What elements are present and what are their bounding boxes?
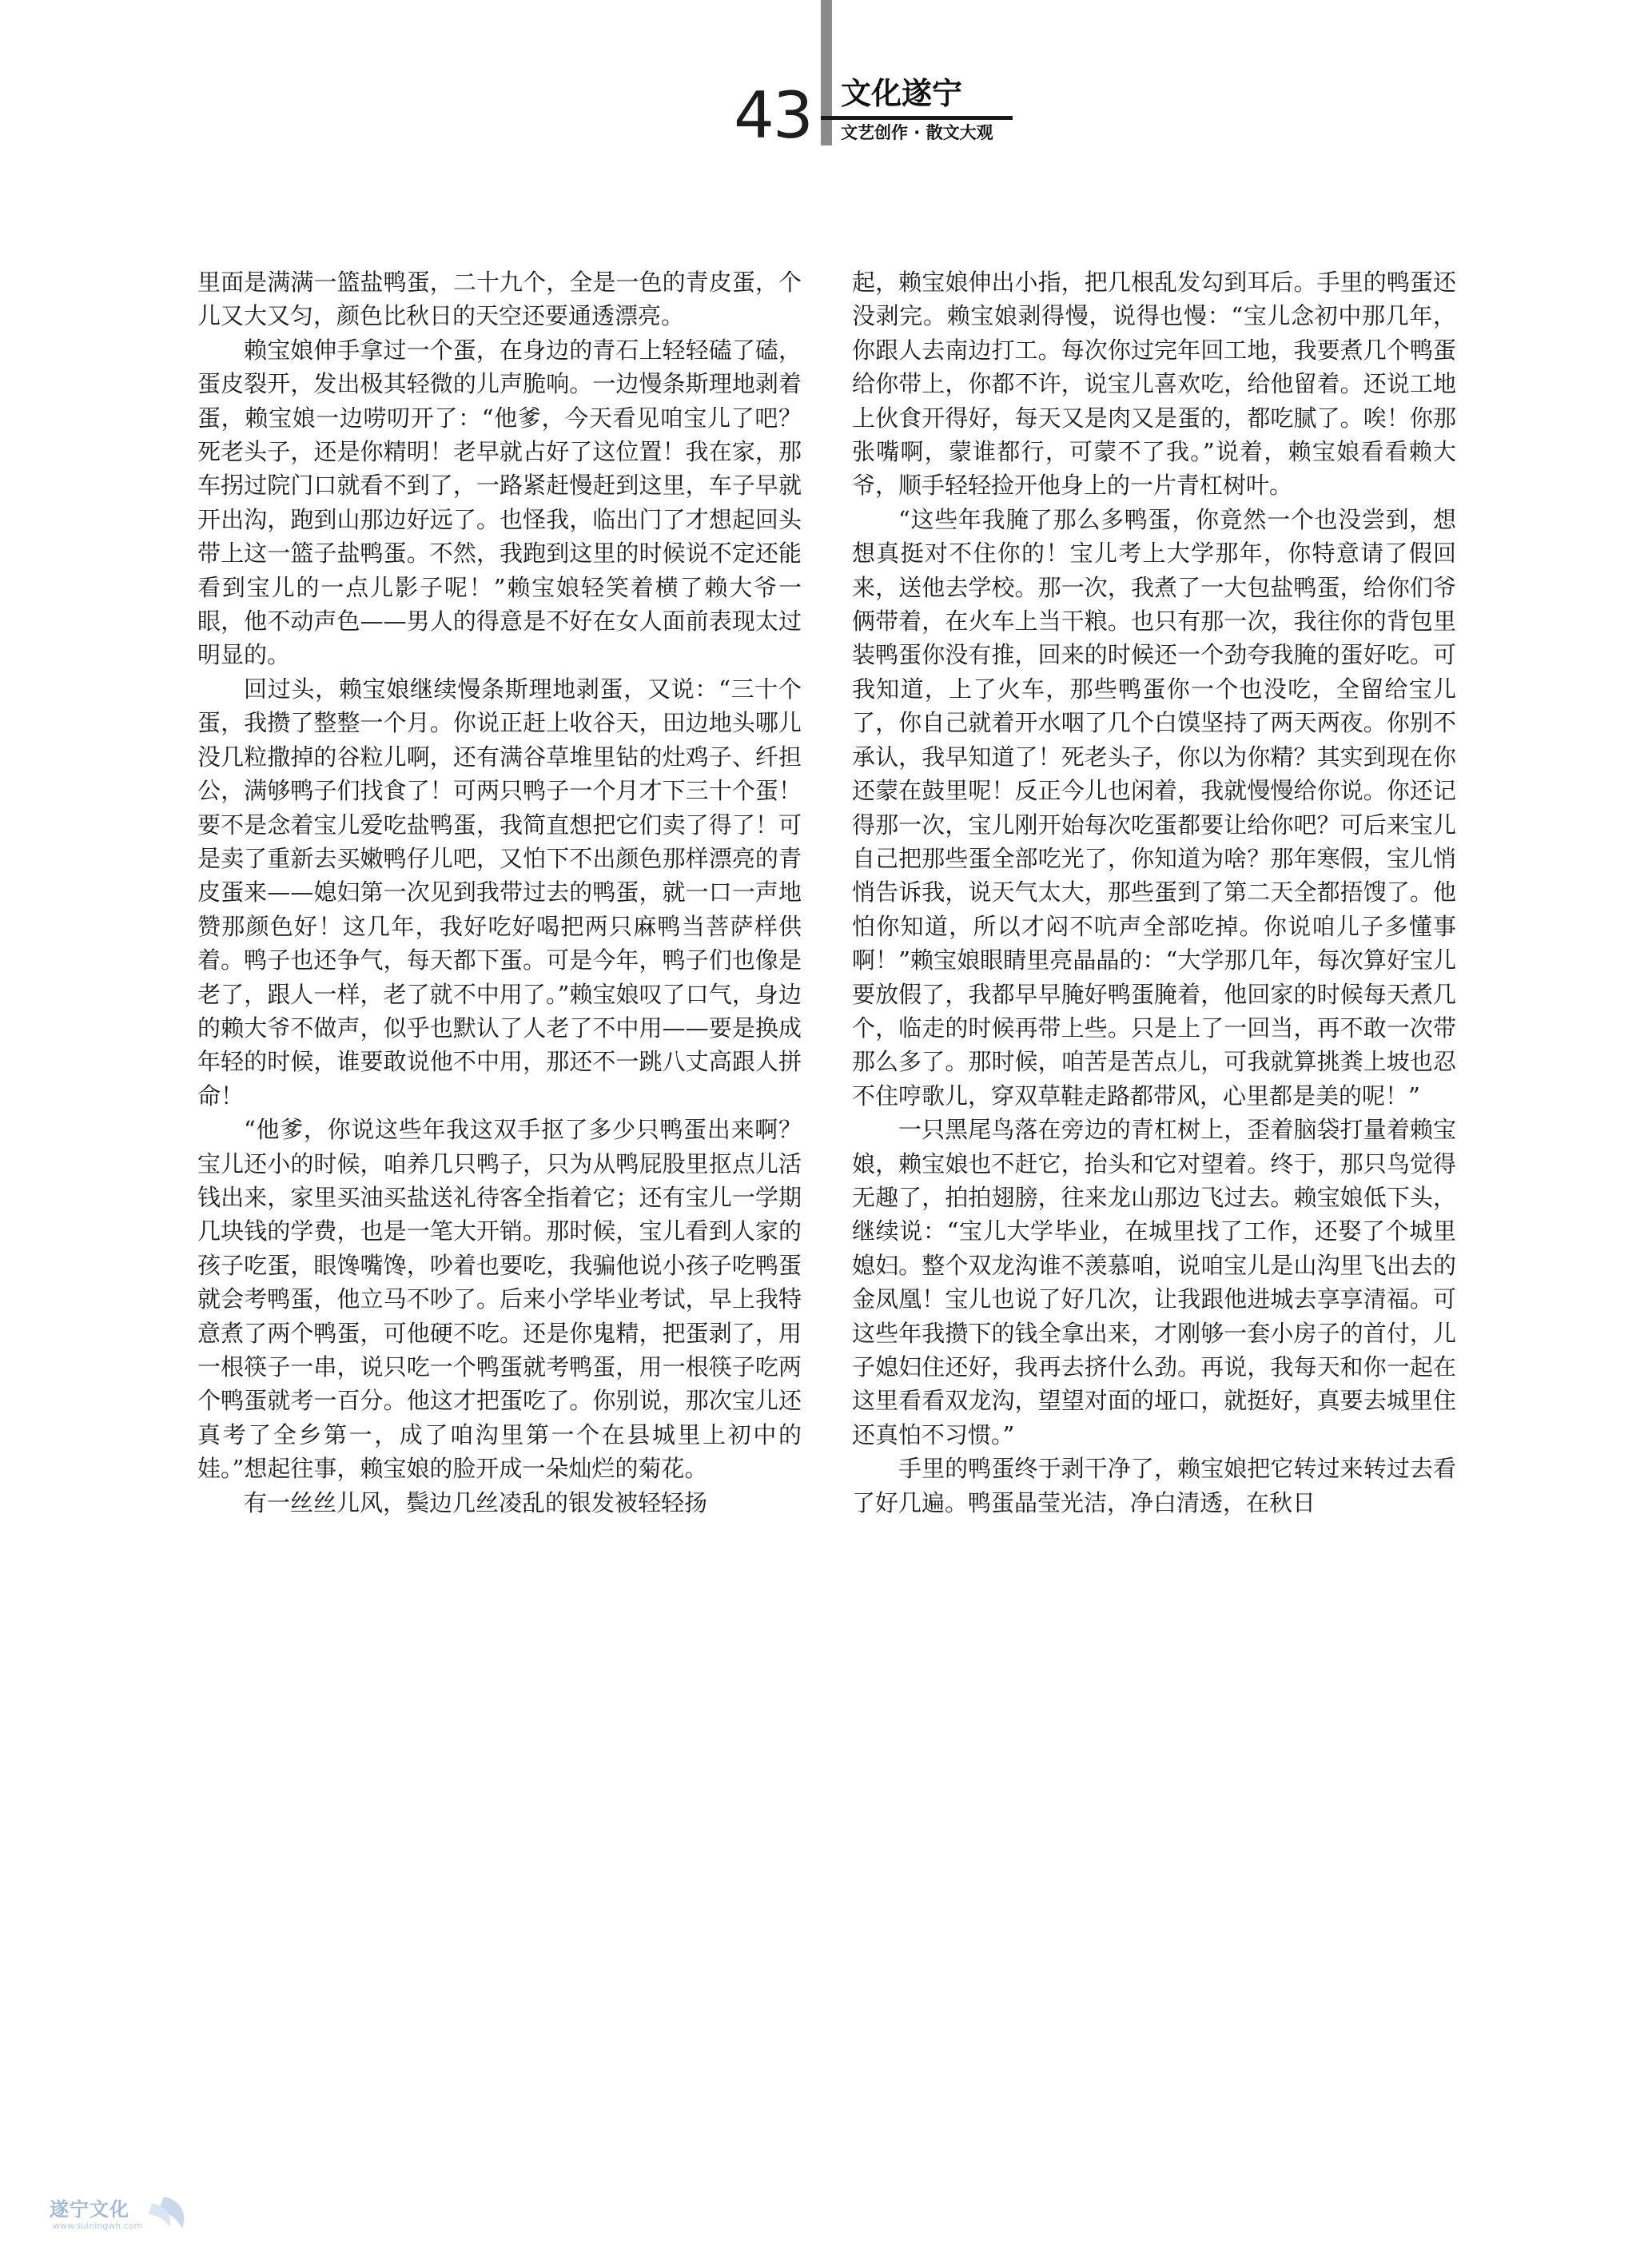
section-title: 文化遂宁 — [841, 76, 963, 111]
paragraph: 起，赖宝娘伸出小指，把几根乱发勾到耳后。手里的鸭蛋还没剥完。赖宝娘剥得慢，说得也慢：“宝儿念初中那几年，你跟人去南边打工。每次你过完年回工地，我要煮几个鸭蛋给你带上，你都不许，说宝儿喜欢吃，给他留着。还说工地上伙食开得好，每天又是肉又是蛋的，都吃腻了。唉！你那张嘴啊，蒙谁都行，可蒙不了我。”说着，赖宝娘看看赖大爷，顺手轻轻捡开他身上的一片青杠树叶。 — [852, 269, 1456, 500]
watermark-logo — [32, 2189, 192, 2237]
left-column — [197, 265, 802, 1520]
section-subtitle: 文艺创作 · 散文大观 — [841, 123, 993, 142]
paragraph: “这些年我腌了那么多鸭蛋，你竟然一个也没尝到，想想真挺对不住你的！宝儿考上大学那年，你特意请了假回来，送他去学校。那一次，我煮了一大包盐鸭蛋，给你们爷俩带着，在火车上当干粮。也只有那一次，我往你的背包里装鸭蛋你没有推，回来的时候还一个劲夸我腌的蛋好吃。可我知道，上了火车，那些鸭蛋你一个也没吃，全留给宝儿了，你自己就着开水咽了几个白馍坚持了两天两夜。你别不承认，我早知道了！死老头子，你以为你精？其实到现在你还蒙在鼓里呢！反正今儿也闲着，我就慢慢给你说。你还记得那一次，宝儿刚开始每次吃蛋都要让给你吧？可后来宝儿自己把那些蛋全部吃光了，你知道为啥？那年寒假，宝儿悄悄告诉我，说天气太大，那些蛋到了第二天全都捂馊了。他怕你知道，所以才闷不吭声全部吃掉。你说咱儿子多懂事啊！”赖宝娘眼睛里亮晶晶的：“大学那几年，每次算好宝儿要放假了，我都早早腌好鸭蛋腌着，他回家的时候每天煮几个，临走的时候再带上些。只是上了一回当，再不敢一次带那么多了。那时候，咱苦是苦点儿，可我就算挑粪上坡也忍不住哼歌儿，穿双草鞋走路都带风，心里都是美的呢！” — [852, 505, 1456, 1110]
header-horizontal-rule — [821, 116, 1013, 120]
paragraph: 有一丝丝儿风，鬓边几丝凌乱的银发被轻轻扬 — [244, 1488, 708, 1516]
header-vertical-rule — [821, 0, 832, 145]
watermark-text: 遂宁文化 — [50, 2198, 129, 2221]
watermark-url: www.suiningwh.com — [53, 2221, 143, 2231]
paragraph: “他爹，你说这些年我这双手抠了多少只鸭蛋出来啊？宝儿还小的时候，咱养几只鸭子，只为从鸭屁股里抠点儿活钱出来，家里买油买盐送礼待客全指着它；还有宝儿一学期几块钱的学费，也是一笔大开销。那时候，宝儿看到人家的孩子吃蛋，眼馋嘴馋，吵着也要吃，我骗他说小孩子吃鸭蛋就会考鸭蛋，他立马不吵了。后来小学毕业考试，早上我特意煮了两个鸭蛋，可他硬不吃。还是你鬼精，把蛋剥了，用一根筷子一串，说只吃一个鸭蛋就考鸭蛋，用一根筷子吃两个鸭蛋就考一百分。他这才把蛋吃了。你别说，那次宝儿还真考了全乡第一，成了咱沟里第一个在县城里上初中的娃。”想起往事，赖宝娘的脸开成一朵灿烂的菊花。 — [197, 1116, 802, 1483]
paragraph: 赖宝娘伸手拿过一个蛋，在身边的青石上轻轻磕了磕，蛋皮裂开，发出极其轻微的儿声脆响。一边慢条斯理地剥着蛋，赖宝娘一边唠叨开了：“他爹，今天看见咱宝儿了吧？死老头子，还是你精明！老早就占好了这位置！我在家，那车拐过院门口就看不到了，一路紧赶慢赶到这里，车子早就开出沟，跑到山那边好远了。也怪我，临出门了才想起回头带上这一篮子盐鸭蛋。不然，我跑到这里的时候说不定还能看到宝儿的一点儿影子呢！”赖宝娘轻笑着横了赖大爷一眼，他不动声色——男人的得意是不好在女人面前表现太过明显的。 — [197, 336, 802, 669]
paragraph: 里面是满满一篮盐鸭蛋，二十九个，全是一色的青皮蛋，个儿又大又匀，颜色比秋日的天空还要通透漂亮。 — [197, 269, 802, 330]
right-column — [852, 265, 1456, 1520]
paragraph: 回过头，赖宝娘继续慢条斯理地剥蛋，又说：“三十个蛋，我攒了整整一个月。你说正赶上收谷天，田边地头哪儿没几粒撒掉的谷粒儿啊，还有满谷草堆里钻的灶鸡子、纤担公，满够鸭子们找食了！可两只鸭子一个月才下三十个蛋！要不是念着宝儿爱吃盐鸭蛋，我简直想把它们卖了得了！可是卖了重新去买嫩鸭仔儿吧，又怕下不出颜色那样漂亮的青皮蛋来——媳妇第一次见到我带过去的鸭蛋，就一口一声地赞那颜色好！这几年，我好吃好喝把两只麻鸭当菩萨样供着。鸭子也还争气，每天都下蛋。可是今年，鸭子们也像是老了，跟人一样，老了就不中用了。”赖宝娘叹了口气，身边的赖大爷不做声，似乎也默认了人老了不中用——要是换成年轻的时候，谁要敢说他不中用，那还不一跳八丈高跟人拼命！ — [197, 675, 802, 1110]
paragraph: 一只黑尾鸟落在旁边的青杠树上，歪着脑袋打量着赖宝娘，赖宝娘也不赶它，抬头和它对望着。终于，那只鸟觉得无趣了，拍拍翅膀，往来龙山那边飞过去。赖宝娘低下头，继续说：“宝儿大学毕业，在城里找了工作，还娶了个城里媳妇。整个双龙沟谁不羡慕咱，说咱宝儿是山沟里飞出去的金凤凰！宝儿也说了好几次，让我跟他进城去享享清福。可这些年我攒下的钱全拿出来，才刚够一套小房子的首付，儿子媳妇住还好，我再去挤什么劲。再说，我每天和你一起在这里看看双龙沟，望望对面的垭口，就挺好，真要去城里住还真怕不习惯。” — [852, 1116, 1456, 1448]
page-number: 43 — [734, 78, 812, 153]
paragraph: 手里的鸭蛋终于剥干净了，赖宝娘把它转过来转过去看了好几遍。鸭蛋晶莹光洁，净白清透，在秋日 — [852, 1455, 1456, 1516]
